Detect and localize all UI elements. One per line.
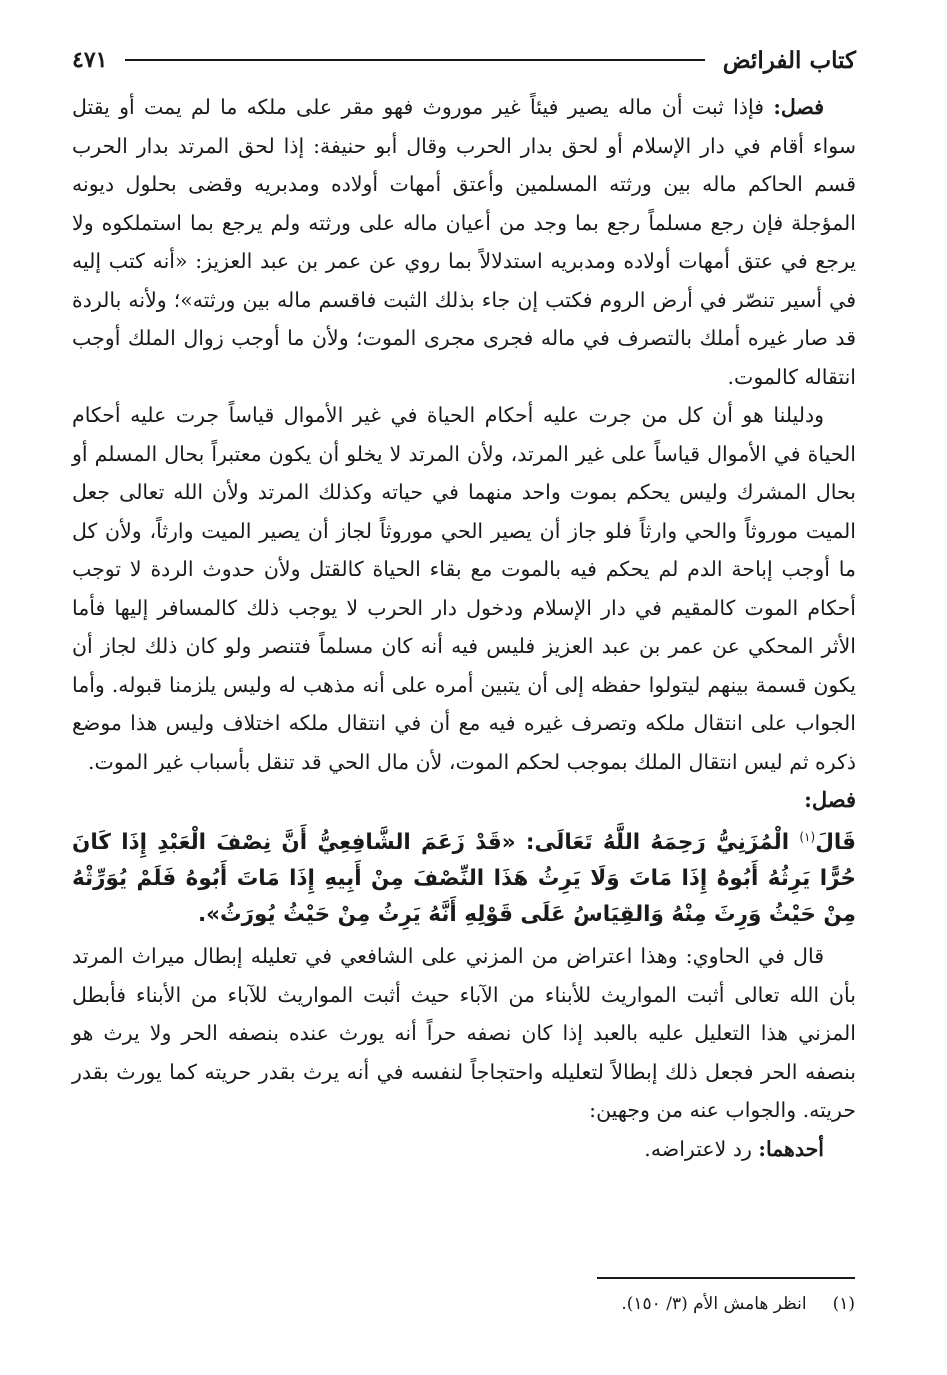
footnote-text: انظر هامش الأم (٣/ ١٥٠). — [621, 1294, 807, 1314]
book-page — [72, 38, 856, 1168]
footnote-separator — [597, 1277, 855, 1279]
running-header — [72, 38, 856, 82]
paragraph-1 — [72, 88, 856, 396]
header-rule — [125, 59, 704, 61]
point-label: أحدهما: — [758, 1136, 824, 1161]
section-heading: فصل: — [804, 787, 856, 812]
paragraph-text: رد لاعتراضه. — [644, 1136, 759, 1161]
page-number: ٤٧١ — [72, 47, 108, 73]
chapter-title: كتاب الفرائض — [722, 46, 856, 74]
quote-prefix: قَالَ — [815, 830, 856, 856]
paragraph-4 — [72, 1130, 856, 1169]
quote-text: الْمُزَنِيُّ رَحِمَهُ اللَّهُ تَعَالَى: «قَدْ زَعَمَ الشَّافِعِيُّ أَنَّ نِصْفَ الْعَبْدِ إِذَا كَانَ حُرًّا يَرِثُهُ أَبُوهُ إِذَا مَاتَ وَلَا يَرِثُ هَذَا النِّصْفَ مِنْ أَبِيهِ إِذَا مَاتَ أَبُوهُ فَلَمْ يُوَرِّثْهُ مِنْ حَيْثُ وَرِثَ مِنْهُ وَالقِيَاسُ عَلَى قَوْلِهِ أَنَّهُ يَرِثُ مِنْ حَيْثُ يُورَثُ». — [72, 830, 856, 928]
footnote — [355, 1290, 855, 1318]
footnote-mark: (١) — [832, 1294, 855, 1314]
paragraph-text: قال في الحاوي: وهذا اعتراض من المزني على الشافعي في تعليله إبطال ميراث المرتد بأن الله تعالى أثبت المواريث للأبناء من الآباء حيث أثبت المواريث للآباء من الأبناء فأبطل المزني هذا التعليل عليه بالعبد إذا كان نصفه حراً أنه يورث عنده بنصفه الحر ولا يرث هو بنصفه الحر فجعل ذلك إبطالاً لتعليله واحتجاجاً لنفسه في أنه يرث بقدر حريته كما يورث بقدر حريته. والجواب عنه من وجهين: — [72, 944, 856, 1123]
footnote-reference: (١) — [799, 830, 816, 844]
paragraph-2 — [72, 396, 856, 781]
muzani-quote — [72, 819, 856, 933]
section-label: فصل: — [773, 95, 824, 119]
paragraph-text: فإذا ثبت أن ماله يصير فيئاً غير موروث فهو مقر على ملكه ما لم يمت أو يقتل سواء أقام في دار الإسلام أو لحق بدار الحرب وقال أبو حنيفة: إذا لحق المرتد بدار الحرب قسم الحاكم ماله بين ورثته المسلمين وأعتق أمهات أولاده ومدبريه وقضى بحلول ديونه المؤجلة فإن رجع مسلماً رجع بما وجد من أعيان ماله على ورثته ولم يرجع بما استملكوه ولا يرجع في عتق أمهات أولاده ومدبريه استدلالاً بما روي عن عمر بن عبد العزيز: «أنه كتب إليه في أسير تنصّر في أرض الروم فكتب إن جاء بذلك الثبت فاقسم ماله بين ورثته»؛ ولأنه بالردة قد صار غيره أملك بالتصرف في ماله فجرى مجرى الموت؛ ولأن ما أوجب زوال الملك أوجب انتقاله كالموت. — [72, 95, 856, 389]
page-body — [72, 88, 856, 1168]
paragraph-3 — [72, 937, 856, 1130]
paragraph-text: ودليلنا هو أن كل من جرت عليه أحكام الحياة في غير الأموال قياساً جرت عليه أحكام الحياة في الأموال قياساً على غير المرتد، ولأن المرتد لا يخلو أن يكون معتبراً بحال المسلم أو بحال المشرك وليس يحكم بموت واحد منهما في حياته وكذلك المرتد ولأن الله تعالى جعل الميت موروثاً والحي وارثاً فلو جاز أن يصير الحي موروثاً لجاز أن يصير الميت وارثاً، ولأن كل ما أوجب إباحة الدم لم يحكم فيه بالموت مع بقاء الحياة كالقتل ولأن حدوث الردة لا توجب أحكام الموت كالمقيم في دار الإسلام ودخول دار الحرب لا يوجب ذلك كالمسافر إليها فأما الأثر المحكي عن عمر بن عبد العزيز فليس فيه أنه كان مسلماً فتنصر ولو كان ذلك لجاز أن يكون قسمة بينهم ليتولوا حفظه إلى أن يتبين أمره على أنه مذهب له وليس يلزمنا قبوله. وأما الجواب على انتقال ملكه وتصرف غيره فيه مع أن في انتقال ملكه اختلاف وليس هذا موضع ذكره ثم ليس انتقال الملك بموجب لحكم الموت، لأن مال الحي قد تنقل بأسباب غير الموت. — [72, 403, 856, 774]
